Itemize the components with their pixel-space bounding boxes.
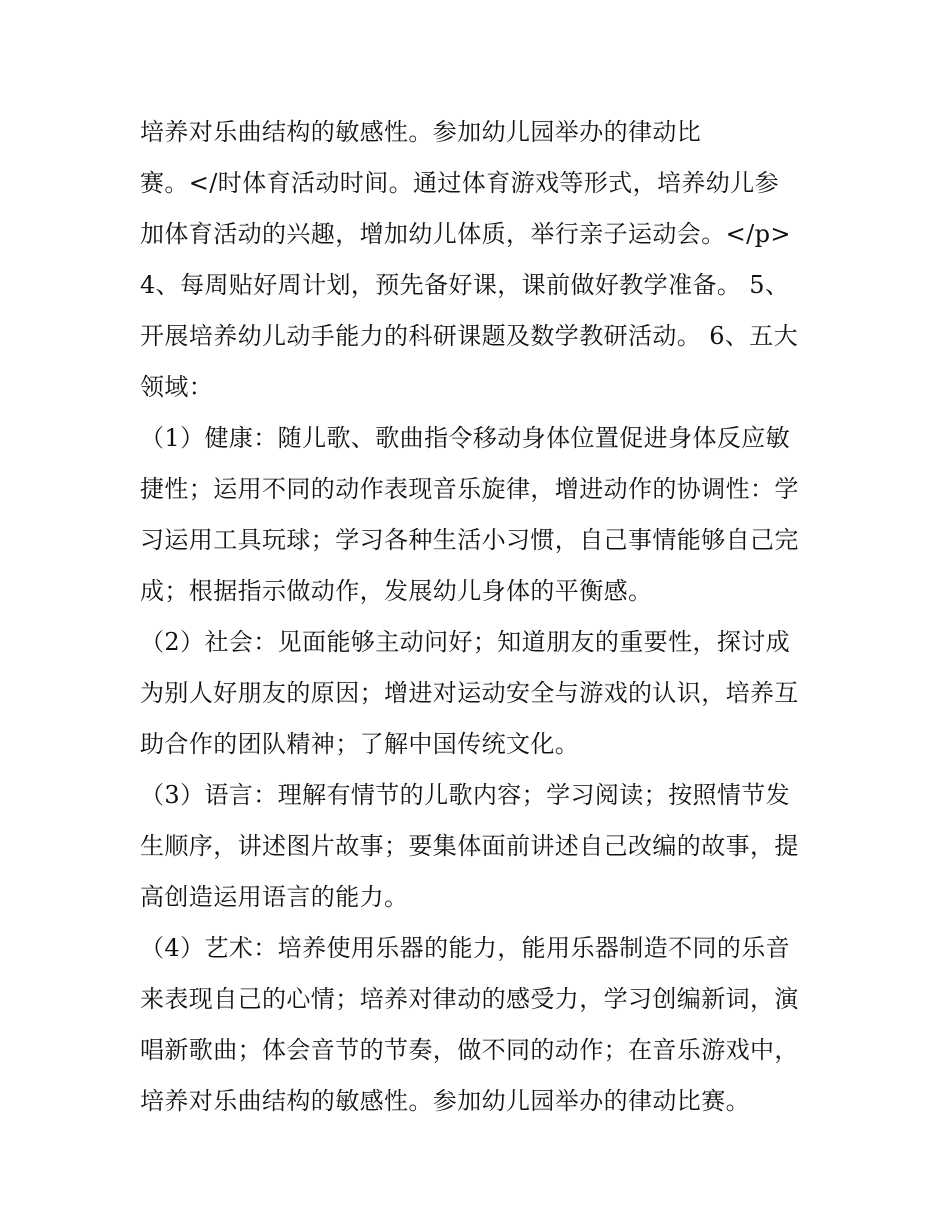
text-line: 高创造运用语言的能力。 [140, 883, 409, 911]
text-line: 唱新歌曲；体会音节的节奏，做不同的动作；在音乐游戏中， [140, 1036, 799, 1064]
text-line: （2）社会：见面能够主动问好；知道朋友的重要性，探讨成 [140, 628, 791, 656]
text-line: 习运用工具玩球；学习各种生活小习惯，自己事情能够自己完 [140, 526, 799, 554]
text-line: 培养对乐曲结构的敏感性。参加幼儿园举办的律动比 [140, 118, 702, 146]
text-line: （1）健康：随儿歌、歌曲指令移动身体位置促进身体反应敏 [140, 424, 791, 452]
text-line: 开展培养幼儿动手能力的科研课题及数学教研活动。 6、五大 [140, 322, 799, 350]
text-line: （3）语言：理解有情节的儿歌内容；学习阅读；按照情节发 [140, 781, 791, 809]
text-line: 加体育活动的兴趣，增加幼儿体质，举行亲子运动会。</p> [140, 220, 791, 248]
text-line: 为别人好朋友的原因；增进对运动安全与游戏的认识，培养互 [140, 679, 799, 707]
text-line: 领域： [140, 373, 214, 401]
text-line: 助合作的团队精神；了解中国传统文化。 [140, 730, 580, 758]
text-line: 生顺序，讲述图片故事；要集体面前讲述自己改编的故事，提 [140, 832, 799, 860]
text-line: （4）艺术：培养使用乐器的能力，能用乐器制造不同的乐音 [140, 934, 791, 962]
document-body [140, 107, 830, 1127]
text-line: 4、每周贴好周计划，预先备好课，课前做好教学准备。 5、 [140, 271, 790, 299]
text-line: 捷性；运用不同的动作表现音乐旋律，增进动作的协调性：学 [140, 475, 799, 503]
text-line: 成；根据指示做动作，发展幼儿身体的平衡感。 [140, 577, 653, 605]
text-line: 来表现自己的心情；培养对律动的感受力，学习创编新词，演 [140, 985, 799, 1013]
text-line: 赛。</时体育活动时间。通过体育游戏等形式，培养幼儿参 [140, 169, 779, 197]
text-line: 培养对乐曲结构的敏感性。参加幼儿园举办的律动比赛。 [140, 1087, 750, 1115]
